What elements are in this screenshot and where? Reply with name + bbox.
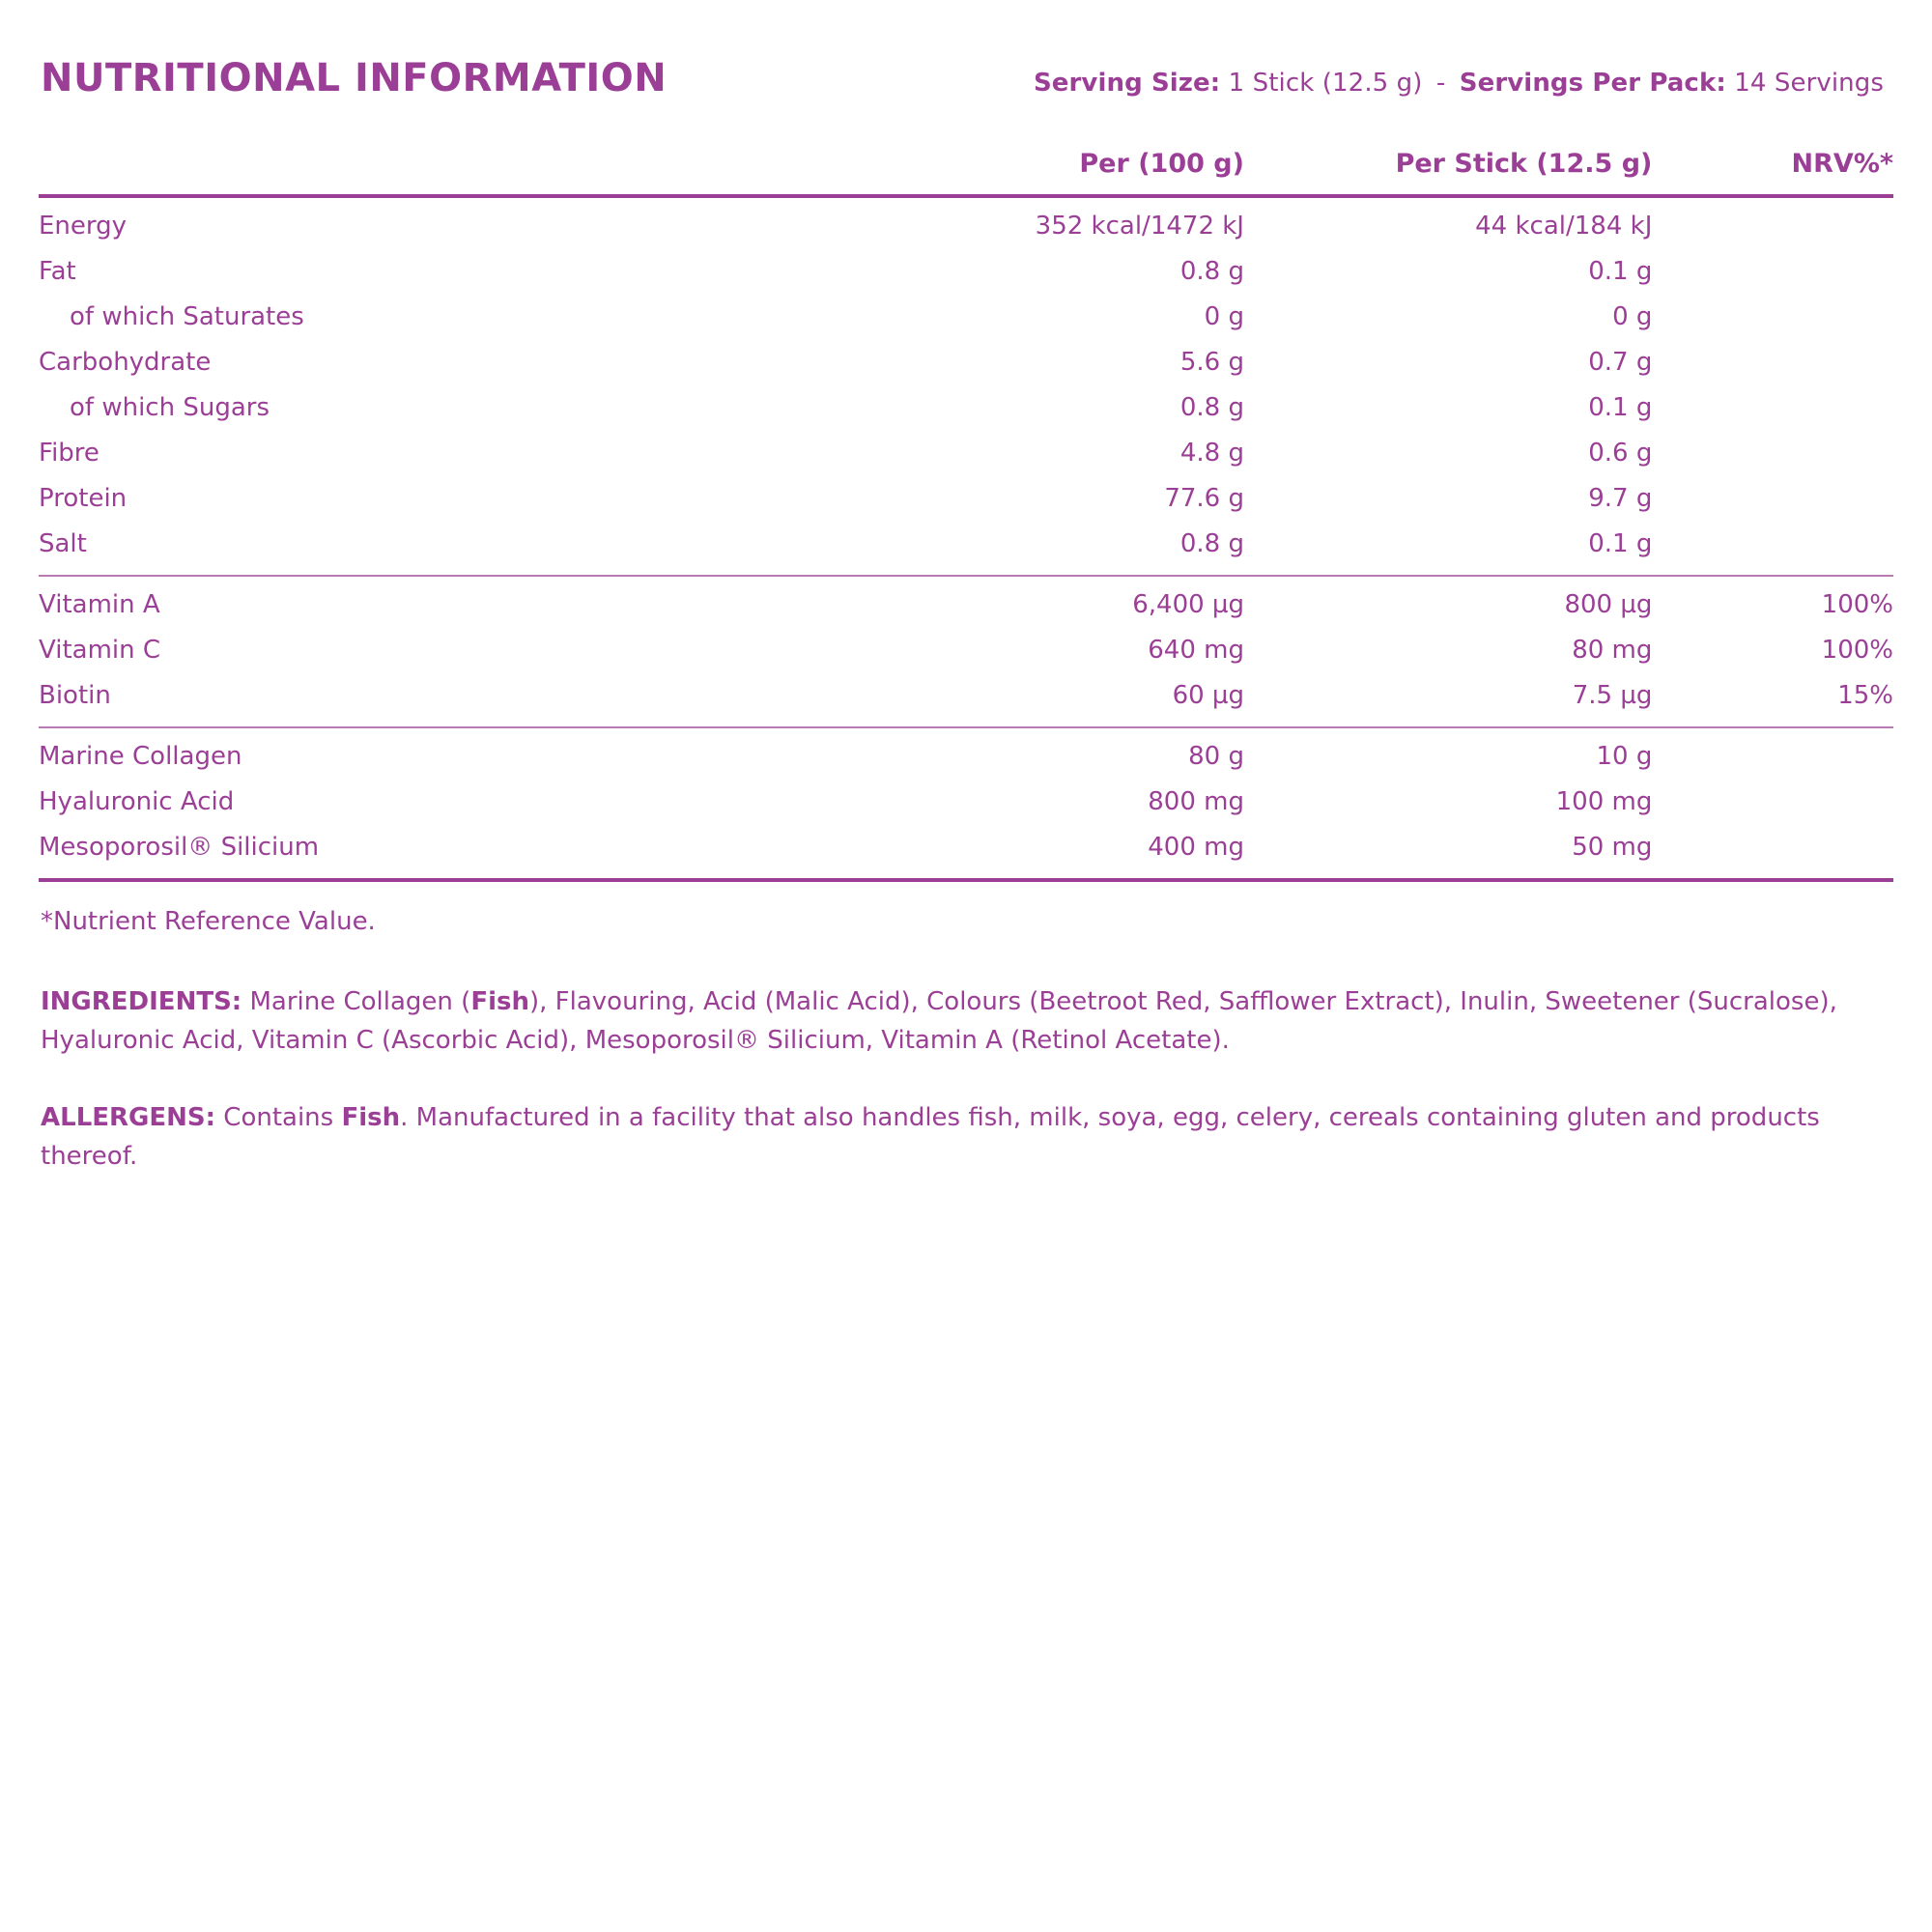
row-label: of which Saturates (70, 302, 304, 331)
nrv-footnote: *Nutrient Reference Value. (41, 907, 376, 936)
row-per-stick: 0.1 g (1588, 393, 1653, 422)
row-label: Vitamin C (39, 636, 161, 665)
row-nrv (1652, 340, 1893, 385)
row-nrv (1652, 295, 1893, 340)
table-row (39, 340, 1893, 385)
row-nrv (1652, 825, 1893, 880)
ingredients-allergen-fish: Fish (470, 987, 529, 1016)
table-row (39, 673, 1893, 727)
table-group-macros (39, 196, 1893, 576)
servings-per-pack-label: Servings Per Pack: (1459, 69, 1726, 98)
row-per-stick: 0.7 g (1588, 348, 1653, 377)
row-nrv (1652, 522, 1893, 576)
row-nrv: 100% (1821, 590, 1893, 619)
nutrition-table (39, 141, 1893, 882)
row-label: Biotin (39, 681, 111, 710)
row-nrv (1652, 385, 1893, 431)
row-nrv: 100% (1821, 636, 1893, 665)
row-per-100g: 5.6 g (1179, 348, 1244, 377)
table-row (39, 249, 1893, 295)
serving-info (1034, 69, 1884, 98)
ingredients-label: INGREDIENTS: (41, 987, 242, 1016)
table-header (39, 141, 1893, 196)
row-nrv (1652, 249, 1893, 295)
allergens-paragraph (39, 1098, 1893, 1176)
row-label: Fat (39, 257, 76, 286)
row-nrv (1652, 476, 1893, 522)
row-per-stick: 0 g (1612, 302, 1653, 331)
row-per-stick: 10 g (1596, 742, 1653, 771)
allergens-fish-bold: Fish (341, 1103, 401, 1132)
row-per-stick: 50 mg (1572, 833, 1653, 862)
row-nrv (1652, 431, 1893, 476)
row-nrv (1652, 780, 1893, 825)
row-per-100g: 60 µg (1172, 681, 1244, 710)
column-header-name (39, 141, 855, 196)
row-per-stick: 0.1 g (1588, 257, 1653, 286)
row-per-100g: 800 mg (1148, 787, 1244, 816)
row-per-stick: 7.5 µg (1572, 681, 1653, 710)
row-per-stick: 9.7 g (1588, 484, 1653, 513)
row-per-100g: 80 g (1188, 742, 1244, 771)
table-row (39, 385, 1893, 431)
row-per-stick: 0.6 g (1588, 439, 1653, 468)
column-header-per-stick: Per Stick (12.5 g) (1244, 141, 1652, 196)
table-row (39, 431, 1893, 476)
table-row (39, 628, 1893, 673)
table-group-vitamins (39, 576, 1893, 727)
table-row (39, 295, 1893, 340)
row-per-100g: 4.8 g (1179, 439, 1244, 468)
row-per-stick: 800 µg (1564, 590, 1653, 619)
row-label: Fibre (39, 439, 99, 468)
table-row (39, 727, 1893, 780)
row-label: Vitamin A (39, 590, 160, 619)
row-label: Protein (39, 484, 128, 513)
row-per-100g: 0 g (1204, 302, 1244, 331)
row-label: Marine Collagen (39, 742, 242, 771)
column-header-per-100g: Per (100 g) (855, 141, 1244, 196)
column-header-nrv: NRV%* (1652, 141, 1893, 196)
table-group-actives (39, 727, 1893, 880)
row-per-100g: 0.8 g (1179, 393, 1244, 422)
row-per-100g: 77.6 g (1164, 484, 1244, 513)
row-label: Mesoporosil® Silicium (39, 833, 320, 862)
allergens-text-part1: Contains (215, 1103, 342, 1132)
ingredients-text-part2: ), Flavouring, Acid (Malic Acid), Colours (Beetroot Red, Safflower Extract), Inulin, Sweetener (Sucralose), Hyaluronic Acid, Vitamin C (Ascorbic Acid), Mesoporosil® Silicium, Vitamin A (Retinol Acetate). (41, 987, 1837, 1055)
serving-size-label: Serving Size: (1033, 69, 1221, 98)
allergens-label: ALLERGENS: (41, 1103, 216, 1132)
row-per-100g: 352 kcal/1472 kJ (1035, 212, 1244, 241)
page-title: NUTRITIONAL INFORMATION (41, 56, 668, 100)
row-label: Carbohydrate (39, 348, 212, 377)
table-row (39, 780, 1893, 825)
row-label: Hyaluronic Acid (39, 787, 235, 816)
row-nrv: 15% (1837, 681, 1893, 710)
serving-size-value: 1 Stick (12.5 g) (1228, 69, 1423, 98)
row-per-stick: 80 mg (1572, 636, 1653, 665)
row-label: Salt (39, 529, 87, 558)
table-row (39, 825, 1893, 880)
row-per-100g: 0.8 g (1179, 257, 1244, 286)
header (39, 56, 1893, 100)
row-nrv (1652, 727, 1893, 780)
row-label: Energy (39, 212, 128, 241)
allergens-text-part2: . Manufactured in a facility that also handles fish, milk, soya, egg, celery, cereals containing gluten and products thereof. (41, 1103, 1820, 1171)
row-per-100g: 640 mg (1148, 636, 1244, 665)
row-per-100g: 400 mg (1148, 833, 1244, 862)
table-row (39, 196, 1893, 249)
table-row (39, 522, 1893, 576)
row-per-100g: 0.8 g (1179, 529, 1244, 558)
table-row (39, 576, 1893, 628)
serving-separator: - (1435, 69, 1446, 98)
row-nrv (1652, 196, 1893, 249)
ingredients-text-part1: Marine Collagen ( (242, 987, 471, 1016)
ingredients-paragraph (39, 982, 1893, 1060)
row-per-stick: 0.1 g (1588, 529, 1653, 558)
table-row (39, 476, 1893, 522)
row-per-stick: 44 kcal/184 kJ (1475, 212, 1653, 241)
row-label: of which Sugars (70, 393, 270, 422)
servings-per-pack-value: 14 Servings (1734, 69, 1884, 98)
row-per-stick: 100 mg (1555, 787, 1653, 816)
row-per-100g: 6,400 µg (1132, 590, 1244, 619)
